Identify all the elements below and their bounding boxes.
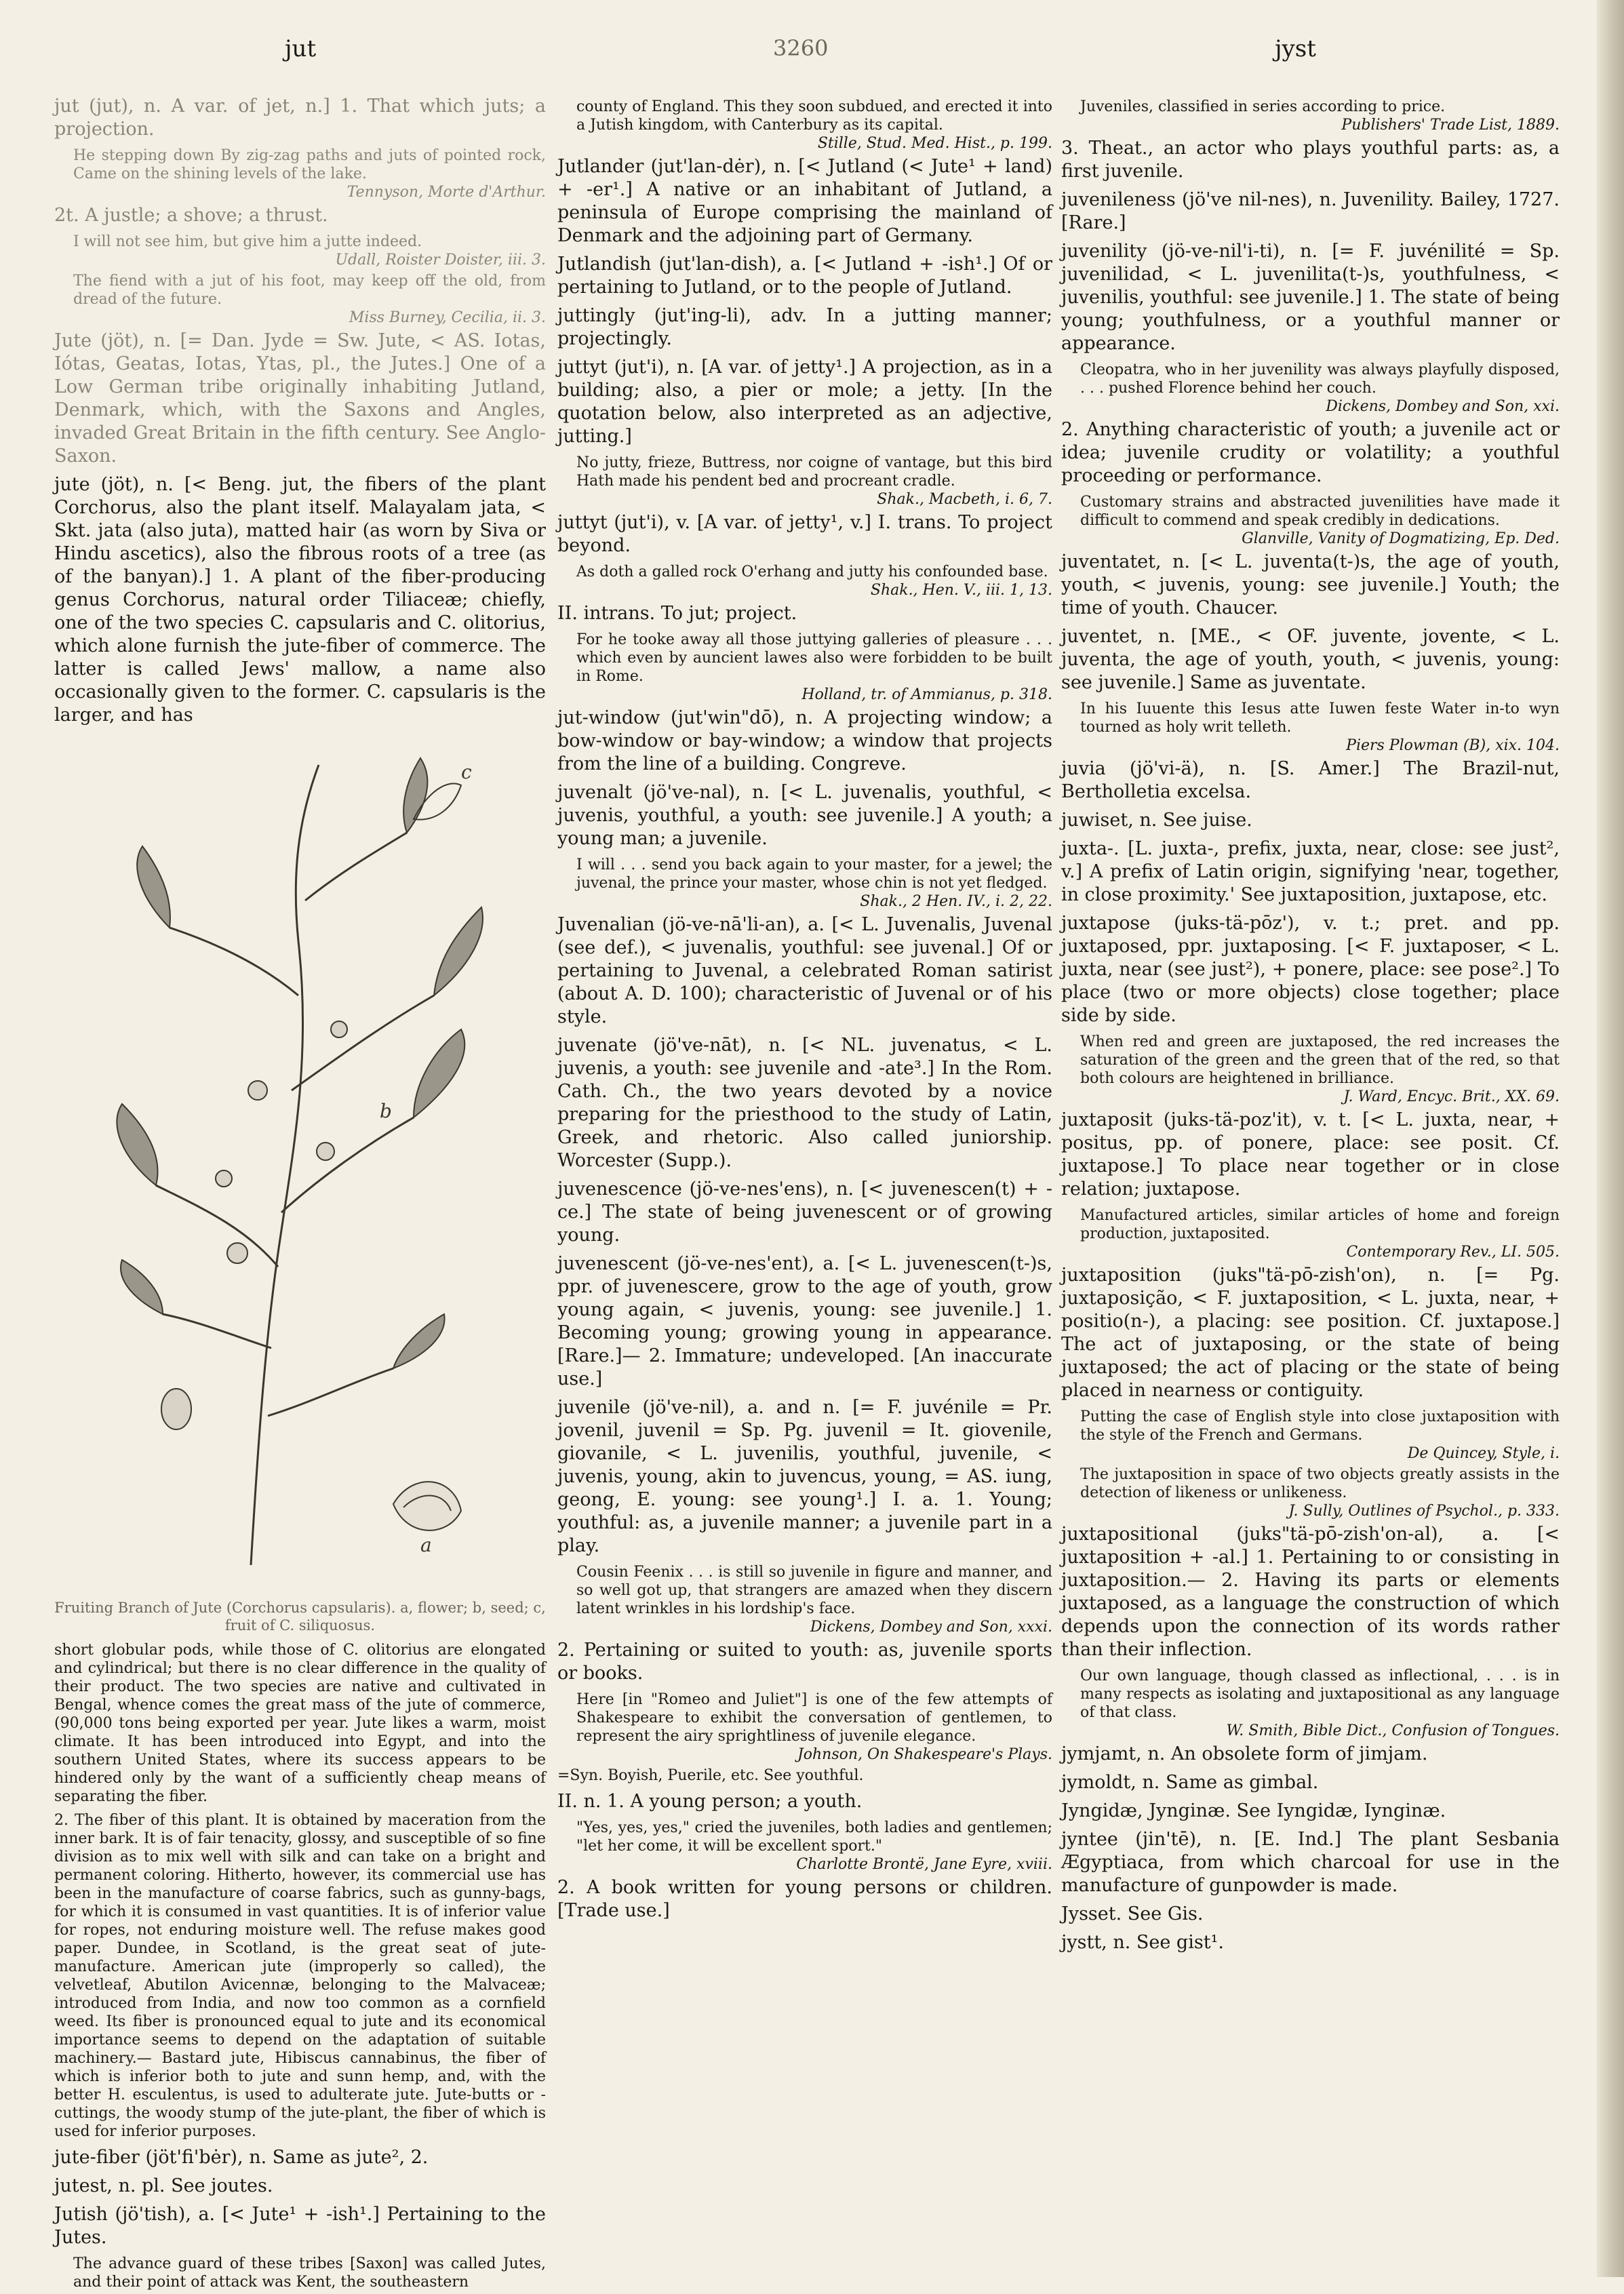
quote-source: Stille, Stud. Med. Hist., p. 199. xyxy=(817,135,1052,152)
figure-caption: Fruiting Branch of Jute (Corchorus capsularis). a, flower; b, seed; c, fruit of C. siliquosus. xyxy=(54,1600,546,1634)
quote-source: J. Ward, Encyc. Brit., XX. 69. xyxy=(1343,1088,1560,1105)
entry-jyngidae: Jyngidæ, Jynginæ. See Iyngidæ, Iynginæ. xyxy=(1061,1800,1446,1821)
quote-source: Contemporary Rev., LI. 505. xyxy=(1346,1244,1560,1261)
entry-juvenile-2: 2. Pertaining or suited to youth: as, juvenile sports or books. xyxy=(557,1640,1052,1684)
quote xyxy=(576,856,1052,911)
svg-text:b: b xyxy=(380,1100,392,1122)
entry-juxtaposition: juxtaposition (juks"tä-pō-zish'on), n. [= Pg. juxtaposição, < F. juxtaposition, < L. juxta, near, + positio(n-), a placing: see position. Cf. juxtapose.] The act of juxtaposing, or the state of being juxtaposed; the act of placing or the state of being placed in nearness or contiguity. xyxy=(1061,1265,1560,1401)
entry-jymold: jymoldt, n. Same as gimbal. xyxy=(1061,1772,1319,1793)
quote xyxy=(1080,361,1560,416)
column-1 xyxy=(54,95,546,2294)
entry-jut-2: 2t. A justle; a shove; a thrust. xyxy=(54,205,328,226)
quote-text: Here [in "Romeo and Juliet"] is one of the few attempts of Shakespeare to exhibit the conversation of gentlemen, to represent the airy sprightliness of juvenile elegance. xyxy=(576,1691,1052,1745)
entry-juxtaposit: juxtaposit (juks-tä-poz'it), v. t. [< L. juxta, near, + positus, pp. of ponere, place: see posit. Cf. juxtapose.] To place near together or in close relation; juxtapose. xyxy=(1061,1109,1560,1200)
quote-text: Manufactured articles, similar articles of home and foreign production, juxtaposited. xyxy=(1080,1207,1560,1242)
entry-juvenileness: juvenileness (jö've nil-nes), n. Juvenility. Bailey, 1727. [Rare.] xyxy=(1061,189,1560,233)
column-3 xyxy=(1061,95,1560,1960)
entry-jutest: jutest, n. pl. See joutes. xyxy=(54,2175,273,2196)
quote-source: Glanville, Vanity of Dogmatizing, Ep. Ded. xyxy=(1242,530,1560,547)
quote-source: Dickens, Dombey and Son, xxxi. xyxy=(810,1619,1052,1636)
quote: The advance guard of these tribes [Saxon] was called Jutes, and their point of attack was Kent, the southeastern xyxy=(73,2255,546,2291)
entry-juvenescence: juvenescence (jö-ve-nes'ens), n. [< juvenescen(t) + -ce.] The state of being juvenescent or of growing young. xyxy=(557,1179,1052,1246)
quote-text: When red and green are juxtaposed, the red increases the saturation of the green and the green that of the red, so that both colours are heightened in brilliance. xyxy=(1080,1033,1560,1087)
entry-juxtapose: juxtapose (juks-tä-pōz'), v. t.; pret. and pp. juxtaposed, ppr. juxtaposing. [< F. juxtaposer, < L. juxta, near (see just²), + ponere, place: see pose².] To place (two or more objects) close together; place side by side. xyxy=(1061,913,1560,1026)
quote-source: Miss Burney, Cecilia, ii. 3. xyxy=(349,309,546,326)
quote xyxy=(576,1563,1052,1636)
entry-juvenility-2: 2. Anything characteristic of youth; a juvenile act or idea; juvenile crudity or volatility; a youthful proceeding or performance. xyxy=(1061,419,1560,486)
quote-source: W. Smith, Bible Dict., Confusion of Tongues. xyxy=(1226,1722,1560,1739)
left-guide-word: jut xyxy=(285,35,317,62)
entry-juvia: juvia (jö'vi-ä), n. [S. Amer.] The Brazil-nut, Bertholletia excelsa. xyxy=(1061,758,1560,802)
quote-text: In his Iuuente this Iesus atte Iuwen feste Water in-to wyn tourned as holy writ telleth. xyxy=(1080,700,1560,736)
quote xyxy=(73,146,546,201)
entry-juvenility: juvenility (jö-ve-nil'i-ti), n. [= F. juvénilité = Sp. juvenilidad, < L. juvenilita(t-)s, youthfulness, < juvenilis, youthful: see juvenile.] 1. The state of being young; youthfulness, or a youthful manner or appearance. xyxy=(1061,241,1560,354)
svg-text:c: c xyxy=(461,761,472,783)
quote-text: county of England. This they soon subdued, and erected it into a Jutish kingdom, with Canterbury as its capital. xyxy=(576,98,1052,134)
entry-jutty-noun: juttyt (jut'i), n. [A var. of jetty¹.] A projection, as in a building; also, a pier or mole; a jetty. [In the quotation below, also interpreted as an adjective, jutting.] xyxy=(557,357,1052,447)
quote xyxy=(1080,1408,1560,1463)
quote-source: J. Sully, Outlines of Psychol., p. 333. xyxy=(1288,1503,1560,1520)
quote-text: Customary strains and abstracted juvenilities have made it difficult to commend and speak credibly in dedications. xyxy=(1080,494,1560,529)
quote-text: As doth a galled rock O'erhang and jutty his confounded base. xyxy=(576,563,1048,580)
quote-text: The fiend with a jut of his foot, may keep off the old, from dread of the future. xyxy=(73,273,546,308)
quote-text: Juveniles, classified in series according to price. xyxy=(1080,98,1446,115)
entry-jutlander: Jutlander (jut'lan-dėr), n. [< Jutland (< Jute¹ + land) + -er¹.] A native or an inhabitant of Jutland, a peninsula of Europe comprising the mainland of Denmark and the adjoining part of Germany. xyxy=(557,156,1052,246)
quote-source: Charlotte Brontë, Jane Eyre, xviii. xyxy=(796,1856,1052,1873)
entry-juvenalian: Juvenalian (jö-ve-nā'li-an), a. [< L. Juvenalis, Juvenal (see def.), < juvenalis, youthful: see juvenal.] Of or pertaining to Juvenal, a celebrated Roman satirist (about A. D. 100); characteristic of Juvenal or of his style. xyxy=(557,914,1052,1027)
quote-text: "Yes, yes, yes," cried the juveniles, both ladies and gentlemen; "let her come, it will be excellent sport." xyxy=(576,1819,1052,1855)
entry-juvenile-book: 2. A book written for young persons or children. [Trade use.] xyxy=(557,1877,1052,1921)
svg-text:a: a xyxy=(420,1534,432,1556)
quote-source: Piers Plowman (B), xix. 104. xyxy=(1346,737,1560,754)
entry-jute-tribe: Jute (jöt), n. [= Dan. Jyde = Sw. Jute, < AS. Iotas, Iótas, Geatas, Iotas, Ytas, pl., the Jutes.] One of a Low German tribe originally inhabiting Jutland, Denmark, which, with the Saxons and Angles, invaded Great Britain in the fifth century. See Anglo-Saxon. xyxy=(54,330,546,467)
quote-source: Udall, Roister Doister, iii. 3. xyxy=(335,252,546,269)
entry-juvenile-theat: 3. Theat., an actor who plays youthful parts: as, a first juvenile. xyxy=(1061,138,1560,182)
entry-juwise: juwiset, n. See juise. xyxy=(1061,810,1252,831)
quote-text: Putting the case of English style into close juxtaposition with the style of the French and Germans. xyxy=(1080,1408,1560,1444)
entry-jymjam: jymjamt, n. An obsolete form of jimjam. xyxy=(1061,1743,1428,1764)
quote-source: Shak., Macbeth, i. 6, 7. xyxy=(877,491,1052,508)
quote xyxy=(1080,700,1560,755)
quote-text: The juxtaposition in space of two objects greatly assists in the detection of likeness or unlikeness. xyxy=(1080,1466,1560,1501)
quote-text: Cousin Feenix . . . is still so juvenile in figure and manner, and so well got up, that strangers are amazed when they discern latent wrinkles in his lordship's face. xyxy=(576,1564,1052,1617)
entry-jysset: Jysset. See Gis. xyxy=(1061,1903,1204,1924)
page-binding-shadow xyxy=(1597,0,1624,2277)
entry-juvenile-syn: =Syn. Boyish, Puerile, etc. See youthful. xyxy=(557,1767,864,1784)
entry-jyst: jystt, n. See gist¹. xyxy=(1061,1932,1224,1953)
quote xyxy=(73,272,546,327)
entry-juvenile-noun: II. n. 1. A young person; a youth. xyxy=(557,1791,863,1812)
entry-jute-fiber-sense: 2. The fiber of this plant. It is obtained by maceration from the inner bark. It is of fair tenacity, glossy, and susceptible of so fine division as to mix well with silk and can take on a bright and permanent coloring. Hitherto, however, its commercial use has been in the manufacture of coarse fabrics, such as gunny-bags, for which it is consumed in vast quantities. It is of inferior value for ropes, not enduring moisture well. The refuse makes good paper. Dundee, in Scotland, is the great seat of jute-manufacture. American jute (improperly so called), the velvetleaf, Abutilon Avicennæ, belonging to the Malvaceæ; introduced from India, and now too common as a cornfield weed. Its fiber is pronounced equal to jute and its economical importance seems to depend on the adaptation of suitable machinery.— Bastard jute, Hibiscus cannabinus, the fiber of which is inferior both to jute and sunn hemp, and, with the better H. esculentus, is used to adulterate jute. Jute-butts or -cuttings, the woody stump of the jute-plant, the fiber of which is used for inferior purposes. xyxy=(54,1812,546,2140)
entry-jutlandish: Jutlandish (jut'lan-dish), a. [< Jutland + -ish¹.] Of or pertaining to Jutland, or to the people of Jutland. xyxy=(557,254,1052,298)
quote-source: Publishers' Trade List, 1889. xyxy=(1341,117,1560,134)
quote-source: Tennyson, Morte d'Arthur. xyxy=(346,184,546,201)
quote xyxy=(576,1690,1052,1764)
entry-juvenal: juvenalt (jö've-nal), n. [< L. juvenalis, youthful, < juvenis, youthful, a youth: see juvenile.] A youth; a young man; a juvenile. xyxy=(557,782,1052,849)
quote xyxy=(1080,1033,1560,1106)
entry-jutish: Jutish (jö'tish), a. [< Jute¹ + -ish¹.] Pertaining to the Jutes. xyxy=(54,2204,546,2248)
right-guide-word: jyst xyxy=(1275,35,1316,62)
quote-text: I will not see him, but give him a jutte indeed. xyxy=(73,233,422,250)
entry-juventate: juventatet, n. [< L. juventa(t-)s, the age of youth, youth, < juvenis, young: see juvenile.] Youth; the time of youth. Chaucer. xyxy=(1061,551,1560,618)
quote xyxy=(576,631,1052,704)
entry-juvente: juventet, n. [ME., < OF. juvente, jovente, < L. juventa, the age of youth, youth, < juvenis, young: see juvenile.] Same as juventate. xyxy=(1061,626,1560,693)
entry-juvenescent: juvenescent (jö-ve-nes'ent), a. [< L. juvenescen(t-)s, ppr. of juvenescere, grow to the age of youth, grow young again, < juvenis, young: see juvenile.] 1. Becoming young; growing young in appearance. [Rare.]— 2. Immature; undeveloped. [An inaccurate use.] xyxy=(557,1253,1052,1389)
entry-jyntee: jyntee (jin'tē), n. [E. Ind.] The plant Sesbania Ægyptiaca, from which charcoal for use in the manufacture of gunpowder is made. xyxy=(1061,1829,1560,1896)
quote-text: For he tooke away all those juttying galleries of pleasure . . . which even by auncient lawes also were forbidden to be built in Rome. xyxy=(576,631,1052,685)
quote xyxy=(73,233,546,269)
entry-juvenile: juvenile (jö've-nil), a. and n. [= F. juvénile = Pr. jovenil, juvenil = Sp. Pg. juvenil = It. giovenile, giovanile, < L. juvenilis, youthful, juvenile, < juvenis, young, akin to juvencus, young, = AS. iung, geong, E. young: see young¹.] I. a. 1. Young; youthful: as, a juvenile manner; a juvenile part in a play. xyxy=(557,1397,1052,1556)
quote xyxy=(576,1819,1052,1874)
quote-text: He stepping down By zig-zag paths and juts of pointed rock, Came on the shining levels of the lake. xyxy=(73,147,546,182)
quote xyxy=(1080,493,1560,548)
quote xyxy=(1080,1465,1560,1520)
quote-text: I will . . . send you back again to your master, for a jewel; the juvenal, the prince your master, whose chin is not yet fledged. xyxy=(576,856,1052,892)
quote-source: Holland, tr. of Ammianus, p. 318. xyxy=(801,686,1052,703)
entry-juvenate: juvenate (jö've-nāt), n. [< NL. juvenatus, < L. juvenis, a youth: see juvenile and -ate³.] In the Rom. Cath. Ch., the two years devoted by a novice preparing for the priesthood to the study of Latin, Greek, and rhetoric. Also called juniorship. Worcester (Supp.). xyxy=(557,1035,1052,1171)
jute-branch-drawing xyxy=(95,738,509,1579)
entry-jut: jut (jut), n. A var. of jet, n.] 1. That which juts; a projection. xyxy=(54,96,546,140)
quote-text: Our own language, though classed as inflectional, . . . is in many respects as isolating and juxtapositional as any language of that class. xyxy=(1080,1667,1560,1721)
entry-juttingly: juttingly (jut'ing-li), adv. In a jutting manner; projectingly. xyxy=(557,305,1052,349)
page-number: 3260 xyxy=(773,35,829,61)
quote xyxy=(1080,1667,1560,1740)
quote xyxy=(576,563,1052,599)
quote-text: Cleopatra, who in her juvenility was always playfully disposed, . . . pushed Florence behind her couch. xyxy=(1080,361,1560,397)
quote-source: Dickens, Dombey and Son, xxi. xyxy=(1326,398,1560,415)
entry-juxta: juxta-. [L. juxta-, prefix, juxta, near, close: see just², v.] A prefix of Latin origin, signifying 'near, together, in close proximity.' See juxtaposition, juxtapose, etc. xyxy=(1061,838,1560,905)
entry-jutty-verb: juttyt (jut'i), v. [A var. of jetty¹, v.] I. trans. To project beyond. xyxy=(557,512,1052,556)
quote xyxy=(576,454,1052,509)
entry-juxtapositional: juxtapositional (juks"tä-pō-zish'on-al), a. [< juxtaposition + -al.] 1. Pertaining to or consisting in juxtaposition.— 2. Having its parts or elements juxtaposed, as a language the construction of which depends upon the connection of its words rather than their inflection. xyxy=(1061,1524,1560,1660)
quote xyxy=(1080,1206,1560,1261)
quote-source: Johnson, On Shakespeare's Plays. xyxy=(797,1746,1052,1763)
quote-source: De Quincey, Style, i. xyxy=(1407,1445,1560,1462)
column-2 xyxy=(557,95,1052,1928)
quote xyxy=(1080,98,1560,134)
entry-jut-window: jut-window (jut'win"dō), n. A projecting window; a bow-window or bay-window; a window that projects from the line of a building. Congreve. xyxy=(557,707,1052,774)
entry-jutty-intrans: II. intrans. To jut; project. xyxy=(557,603,797,624)
jute-illustration xyxy=(54,738,546,1592)
entry-jute-plant-cont: short globular pods, while those of C. olitorius are elongated and cylindrical; but there is no clear difference in the quality of their product. The two species are native and cultivated in Bengal, whence comes the great mass of the jute of commerce, (90,000 tons being exported per year. Jute likes a warm, moist climate. It has been introduced into Egypt, and into the southern United States, where its success appears to be hindered only by the want of a sufficiently cheap means of separating the fiber. xyxy=(54,1642,546,1805)
quote-source: Shak., Hen. V., iii. 1, 13. xyxy=(870,582,1052,599)
quote-text: No jutty, frieze, Buttress, nor coigne of vantage, but this bird Hath made his pendent bed and procreant cradle. xyxy=(576,454,1052,490)
entry-jute-plant: jute (jöt), n. [< Beng. jut, the fibers of the plant Corchorus, also the plant itself. Malayalam jata, < Skt. jata (also juta), matted hair (as worn by Siva or Hindu ascetics), also the fibrous roots of a tree (as of the banyan).] 1. A plant of the fiber-producing genus Corchorus, natural order Tiliaceæ; chiefly, one of the two species C. capsularis and C. olitorius, which alone furnish the jute-fiber of commerce. The latter is called Jews' mallow, a name also occasionally given to the former. C. capsularis is the larger, and has xyxy=(54,474,546,726)
quote xyxy=(576,98,1052,153)
entry-jute-fiber: jute-fiber (jöt'fi'bėr), n. Same as jute², 2. xyxy=(54,2147,429,2168)
quote-source: Shak., 2 Hen. IV., i. 2, 22. xyxy=(860,893,1052,910)
